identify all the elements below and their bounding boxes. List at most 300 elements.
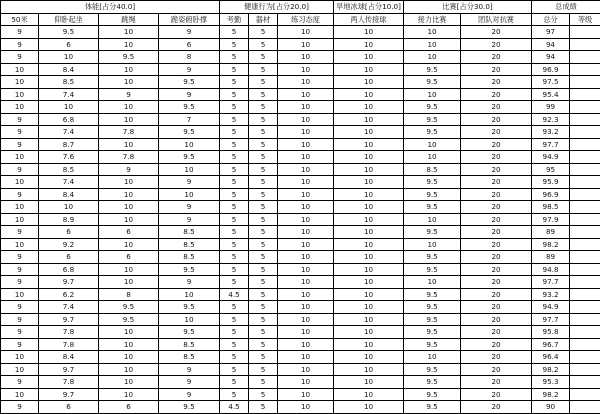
table-cell: 9.5	[404, 126, 461, 139]
table-cell: 6.8	[39, 263, 99, 276]
table-cell: 5	[220, 63, 249, 76]
table-cell	[570, 401, 600, 414]
table-cell: 9.5	[404, 376, 461, 389]
table-cell: 7.8	[39, 338, 99, 351]
table-cell: 5	[220, 326, 249, 339]
table-cell: 9	[159, 276, 220, 289]
table-cell	[570, 26, 600, 39]
table-cell: 5	[220, 301, 249, 314]
table-cell: 97.9	[532, 213, 570, 226]
group-header-total: 总成绩	[532, 1, 600, 14]
table-cell: 10	[278, 88, 334, 101]
table-cell: 5	[249, 263, 278, 276]
table-cell: 20	[461, 363, 532, 376]
table-cell: 9	[1, 51, 39, 64]
table-cell: 10	[278, 238, 334, 251]
table-cell: 9.5	[404, 251, 461, 264]
table-cell: 95.3	[532, 376, 570, 389]
table-cell: 96.9	[532, 188, 570, 201]
table-row	[1, 351, 600, 364]
table-cell: 9.5	[159, 126, 220, 139]
table-cell: 8.4	[39, 63, 99, 76]
table-cell: 10	[334, 101, 404, 114]
table-cell	[570, 51, 600, 64]
table-cell: 10	[1, 151, 39, 164]
table-cell: 9	[1, 263, 39, 276]
table-cell: 6	[39, 38, 99, 51]
table-cell: 9.5	[404, 301, 461, 314]
column-header: 等级	[570, 13, 600, 26]
table-cell: 20	[461, 238, 532, 251]
table-cell: 10	[99, 76, 159, 89]
table-cell: 10	[99, 213, 159, 226]
table-row	[1, 388, 600, 401]
table-cell: 10	[1, 176, 39, 189]
column-header: 跳绳	[99, 13, 159, 26]
table-cell	[570, 113, 600, 126]
table-cell: 10	[334, 201, 404, 214]
table-cell: 20	[461, 276, 532, 289]
table-cell: 10	[1, 351, 39, 364]
table-cell: 5	[249, 76, 278, 89]
table-cell: 5	[249, 288, 278, 301]
table-cell: 10	[334, 288, 404, 301]
table-cell: 94	[532, 51, 570, 64]
table-cell: 9	[159, 88, 220, 101]
table-cell: 10	[334, 351, 404, 364]
table-cell: 10	[99, 113, 159, 126]
table-cell: 10	[278, 401, 334, 414]
table-cell: 5	[220, 76, 249, 89]
table-cell: 5	[220, 26, 249, 39]
table-cell: 10	[278, 201, 334, 214]
table-cell: 5	[249, 126, 278, 139]
table-cell	[570, 63, 600, 76]
table-cell: 5	[220, 163, 249, 176]
table-cell: 8.5	[39, 163, 99, 176]
table-cell: 10	[334, 301, 404, 314]
table-cell: 10	[334, 226, 404, 239]
table-row	[1, 163, 600, 176]
table-cell: 9	[159, 376, 220, 389]
table-cell: 5	[249, 163, 278, 176]
table-cell: 10	[404, 238, 461, 251]
table-cell: 5	[220, 38, 249, 51]
table-row	[1, 276, 600, 289]
table-row	[1, 301, 600, 314]
table-cell: 10	[334, 26, 404, 39]
table-cell: 97.7	[532, 313, 570, 326]
table-cell: 5	[249, 338, 278, 351]
table-cell: 9	[1, 376, 39, 389]
table-cell: 9	[99, 163, 159, 176]
table-cell: 9	[159, 213, 220, 226]
table-cell: 7.4	[39, 126, 99, 139]
table-cell: 9.5	[404, 188, 461, 201]
table-cell: 5	[249, 151, 278, 164]
table-cell: 9	[159, 26, 220, 39]
table-cell: 10	[278, 26, 334, 39]
column-header: 仰卧起坐	[39, 13, 99, 26]
table-cell: 20	[461, 376, 532, 389]
table-cell: 10	[334, 238, 404, 251]
group-header-competition: 比赛[占分30.0]	[404, 1, 532, 14]
table-cell	[570, 313, 600, 326]
table-cell: 20	[461, 88, 532, 101]
table-cell: 9	[1, 163, 39, 176]
table-cell: 10	[404, 151, 461, 164]
table-cell: 10	[99, 326, 159, 339]
table-cell: 96.4	[532, 351, 570, 364]
table-cell: 10	[334, 326, 404, 339]
table-cell: 9	[1, 251, 39, 264]
table-cell: 10	[1, 201, 39, 214]
table-cell: 10	[99, 138, 159, 151]
table-cell: 5	[220, 276, 249, 289]
table-cell: 9.5	[159, 263, 220, 276]
table-cell: 9.5	[99, 301, 159, 314]
table-cell: 10	[404, 26, 461, 39]
table-cell: 9	[1, 338, 39, 351]
table-cell: 96.7	[532, 338, 570, 351]
table-cell: 20	[461, 51, 532, 64]
table-cell	[570, 301, 600, 314]
table-cell: 9.2	[39, 238, 99, 251]
table-cell: 5	[249, 101, 278, 114]
table-cell: 6	[39, 251, 99, 264]
table-cell: 5	[220, 188, 249, 201]
table-cell: 20	[461, 313, 532, 326]
table-cell: 5	[249, 26, 278, 39]
table-cell: 10	[404, 351, 461, 364]
table-row	[1, 326, 600, 339]
table-cell: 10	[278, 313, 334, 326]
column-header: 跪姿俯卧撑	[159, 13, 220, 26]
table-cell: 10	[334, 401, 404, 414]
table-cell: 5	[220, 126, 249, 139]
table-cell: 10	[334, 276, 404, 289]
table-cell: 10	[278, 188, 334, 201]
table-cell: 5	[220, 201, 249, 214]
table-cell: 10	[278, 113, 334, 126]
table-cell: 5	[249, 201, 278, 214]
table-cell	[570, 101, 600, 114]
table-row	[1, 76, 600, 89]
group-header-health-behavior: 健康行为[占分20.0]	[220, 1, 334, 14]
score-table-body	[1, 26, 600, 414]
table-cell: 10	[99, 188, 159, 201]
table-cell: 7.6	[39, 151, 99, 164]
table-cell: 20	[461, 113, 532, 126]
table-row	[1, 176, 600, 189]
table-cell: 10	[159, 138, 220, 151]
table-cell: 9.5	[404, 338, 461, 351]
table-cell: 7.8	[99, 151, 159, 164]
table-cell: 5	[249, 63, 278, 76]
column-header-row	[1, 13, 600, 26]
table-cell: 10	[278, 326, 334, 339]
table-row	[1, 63, 600, 76]
table-cell: 10	[334, 388, 404, 401]
table-cell: 8.7	[39, 138, 99, 151]
table-cell: 20	[461, 263, 532, 276]
table-cell: 10	[334, 88, 404, 101]
table-cell: 10	[334, 51, 404, 64]
table-cell: 5	[249, 188, 278, 201]
table-cell: 10	[159, 163, 220, 176]
table-cell: 10	[278, 376, 334, 389]
table-cell: 10	[1, 213, 39, 226]
table-cell: 10	[278, 301, 334, 314]
table-cell	[570, 226, 600, 239]
table-cell: 9.5	[404, 226, 461, 239]
table-cell: 9	[1, 126, 39, 139]
table-cell: 10	[404, 138, 461, 151]
table-cell	[570, 238, 600, 251]
table-cell: 20	[461, 288, 532, 301]
table-cell: 20	[461, 388, 532, 401]
table-cell: 89	[532, 226, 570, 239]
table-cell: 6	[99, 401, 159, 414]
table-cell	[570, 201, 600, 214]
table-cell	[570, 213, 600, 226]
table-cell: 9.5	[404, 176, 461, 189]
table-cell: 6	[159, 38, 220, 51]
table-cell: 6	[39, 401, 99, 414]
table-cell	[570, 151, 600, 164]
table-cell: 20	[461, 26, 532, 39]
table-cell: 6	[99, 226, 159, 239]
table-cell: 20	[461, 338, 532, 351]
table-cell: 8.5	[159, 338, 220, 351]
table-cell: 89	[532, 251, 570, 264]
table-row	[1, 38, 600, 51]
table-cell: 10	[278, 38, 334, 51]
table-cell: 7.4	[39, 176, 99, 189]
table-cell: 7.8	[39, 376, 99, 389]
table-cell: 6.2	[39, 288, 99, 301]
table-cell: 9	[1, 138, 39, 151]
table-cell: 9.5	[404, 263, 461, 276]
table-cell: 9.5	[404, 288, 461, 301]
table-cell: 10	[99, 338, 159, 351]
table-cell	[570, 288, 600, 301]
table-cell: 6.8	[39, 113, 99, 126]
table-cell: 10	[334, 138, 404, 151]
table-cell: 5	[249, 401, 278, 414]
table-cell: 8.5	[39, 76, 99, 89]
table-cell: 10	[99, 238, 159, 251]
table-cell: 20	[461, 101, 532, 114]
table-cell: 5	[220, 338, 249, 351]
table-cell	[570, 351, 600, 364]
table-cell: 10	[404, 51, 461, 64]
table-cell: 20	[461, 201, 532, 214]
table-cell	[570, 251, 600, 264]
table-cell: 5	[249, 351, 278, 364]
table-cell: 9.5	[159, 301, 220, 314]
group-header-floor-hockey: 旱地冰球[占分10.0]	[334, 1, 404, 14]
table-cell: 5	[249, 363, 278, 376]
table-cell: 10	[1, 101, 39, 114]
table-cell: 7	[159, 113, 220, 126]
table-cell: 6	[99, 251, 159, 264]
table-cell: 10	[99, 26, 159, 39]
table-cell: 10	[404, 38, 461, 51]
table-cell: 8.5	[404, 163, 461, 176]
table-cell: 9	[1, 26, 39, 39]
table-cell: 10	[404, 88, 461, 101]
table-cell: 10	[1, 363, 39, 376]
table-cell	[570, 276, 600, 289]
table-cell: 10	[334, 76, 404, 89]
table-cell: 5	[220, 251, 249, 264]
table-cell: 10	[404, 213, 461, 226]
table-cell: 5	[220, 313, 249, 326]
table-cell: 5	[220, 113, 249, 126]
table-cell: 5	[220, 51, 249, 64]
table-cell: 95	[532, 163, 570, 176]
table-cell	[570, 376, 600, 389]
table-cell: 10	[404, 276, 461, 289]
table-cell: 10	[334, 176, 404, 189]
table-cell: 9.5	[404, 113, 461, 126]
table-cell: 98.5	[532, 201, 570, 214]
table-cell: 20	[461, 401, 532, 414]
table-cell: 10	[99, 176, 159, 189]
column-header: 练习态度	[278, 13, 334, 26]
table-cell: 8.5	[159, 251, 220, 264]
table-cell: 10	[278, 351, 334, 364]
table-cell	[570, 163, 600, 176]
table-cell: 9.7	[39, 276, 99, 289]
table-cell: 5	[249, 388, 278, 401]
table-cell: 20	[461, 326, 532, 339]
table-cell: 9	[159, 176, 220, 189]
table-cell: 96.9	[532, 63, 570, 76]
table-cell	[570, 326, 600, 339]
table-cell: 5	[249, 226, 278, 239]
table-cell: 9.5	[159, 76, 220, 89]
table-cell: 8.5	[159, 351, 220, 364]
table-row	[1, 113, 600, 126]
table-cell: 94	[532, 38, 570, 51]
table-cell: 95.4	[532, 88, 570, 101]
table-cell: 20	[461, 38, 532, 51]
table-cell: 10	[278, 276, 334, 289]
table-cell: 9.5	[404, 401, 461, 414]
table-cell: 5	[220, 226, 249, 239]
table-cell: 20	[461, 176, 532, 189]
table-cell: 5	[249, 38, 278, 51]
table-cell: 10	[278, 63, 334, 76]
table-cell: 10	[278, 163, 334, 176]
table-cell: 8	[99, 288, 159, 301]
table-cell: 9	[159, 63, 220, 76]
table-cell: 5	[249, 276, 278, 289]
table-row	[1, 101, 600, 114]
table-cell: 5	[249, 213, 278, 226]
table-row	[1, 51, 600, 64]
table-row	[1, 138, 600, 151]
table-cell	[570, 338, 600, 351]
table-row	[1, 338, 600, 351]
table-cell: 9	[159, 363, 220, 376]
table-cell: 9.5	[159, 326, 220, 339]
table-row	[1, 213, 600, 226]
table-cell: 9.5	[404, 313, 461, 326]
table-cell: 9.7	[39, 388, 99, 401]
table-cell: 5	[220, 176, 249, 189]
table-cell: 9.5	[39, 26, 99, 39]
table-cell: 9	[99, 88, 159, 101]
table-cell: 20	[461, 301, 532, 314]
table-cell: 98.2	[532, 388, 570, 401]
table-cell: 9.5	[404, 76, 461, 89]
table-cell: 93.2	[532, 126, 570, 139]
table-cell: 10	[334, 151, 404, 164]
table-row	[1, 88, 600, 101]
table-cell: 5	[220, 213, 249, 226]
table-cell: 99	[532, 101, 570, 114]
table-cell: 8.5	[159, 238, 220, 251]
table-cell: 10	[334, 376, 404, 389]
table-cell: 9.5	[404, 363, 461, 376]
table-cell: 9.7	[39, 313, 99, 326]
table-cell	[570, 263, 600, 276]
table-cell: 8.9	[39, 213, 99, 226]
table-cell: 5	[220, 138, 249, 151]
table-cell: 10	[278, 76, 334, 89]
table-cell: 9.5	[159, 151, 220, 164]
table-cell: 10	[278, 176, 334, 189]
table-cell: 9	[1, 326, 39, 339]
table-cell: 7.4	[39, 301, 99, 314]
column-header: 两人传接球	[334, 13, 404, 26]
table-row	[1, 363, 600, 376]
table-cell: 10	[39, 101, 99, 114]
table-cell: 94.9	[532, 151, 570, 164]
table-cell: 10	[334, 38, 404, 51]
table-cell: 10	[159, 313, 220, 326]
table-cell: 10	[278, 388, 334, 401]
table-cell: 5	[220, 388, 249, 401]
table-cell: 5	[249, 251, 278, 264]
table-cell: 9.5	[159, 101, 220, 114]
table-cell: 20	[461, 126, 532, 139]
table-cell: 9	[1, 313, 39, 326]
table-cell: 9	[1, 401, 39, 414]
table-cell: 10	[334, 163, 404, 176]
table-cell	[570, 38, 600, 51]
table-cell: 20	[461, 226, 532, 239]
table-cell	[570, 126, 600, 139]
group-header-row	[1, 1, 600, 14]
table-cell: 5	[220, 351, 249, 364]
table-cell: 97.7	[532, 276, 570, 289]
table-cell: 5	[220, 263, 249, 276]
table-cell: 94.8	[532, 263, 570, 276]
table-cell: 20	[461, 63, 532, 76]
table-cell: 9.7	[39, 363, 99, 376]
table-cell: 10	[334, 251, 404, 264]
table-cell: 10	[99, 263, 159, 276]
table-cell: 7.8	[39, 326, 99, 339]
table-cell: 4.5	[220, 288, 249, 301]
table-row	[1, 288, 600, 301]
table-cell: 9.5	[404, 326, 461, 339]
table-cell: 5	[249, 88, 278, 101]
